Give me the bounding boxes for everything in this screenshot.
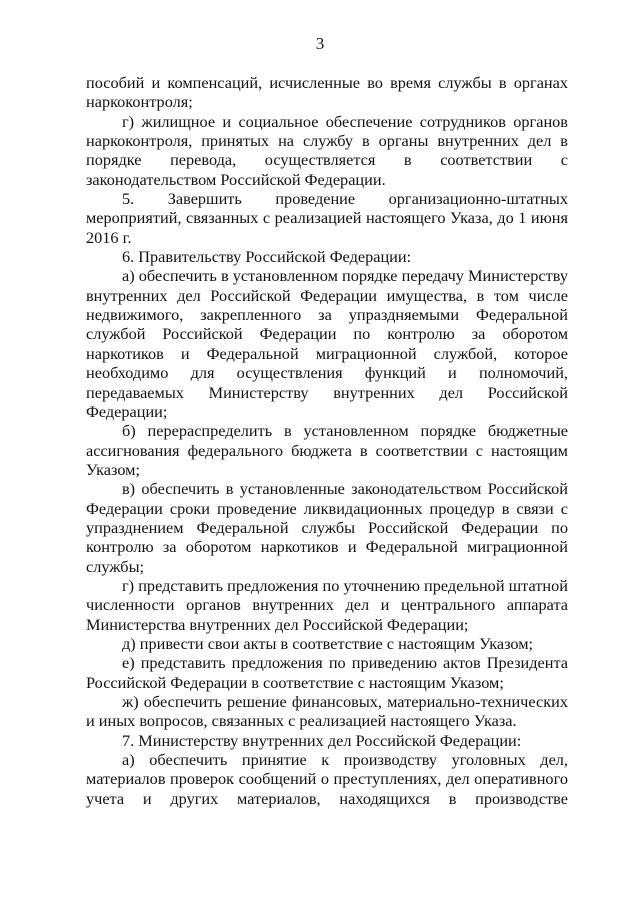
paragraph-item-7a: а) обеспечить принятие к производству уголовных дел, материалов проверок сообщений о преступлениях, дел оперативного учета и других материалов, находящихся в производстве: [86, 750, 568, 808]
paragraph-continuation: пособий и компенсаций, исчисленные во время службы в органах наркоконтроля;: [86, 73, 568, 112]
paragraph-item-6g: г) представить предложения по уточнению предельной штатной численности органов внутренних дел и центрального аппарата Министерства внутренних дел Российской Федерации;: [86, 575, 568, 634]
paragraph-item-6e: е) представить предложения по приведению актов Президента Российской Федерации в соответствие с настоящим Указом;: [86, 653, 568, 692]
page-number: 3: [315, 34, 325, 53]
paragraph-item-g-housing: г) жилищное и социальное обеспечение сотрудников органов наркоконтроля, принятых на службу в органы внутренних дел в порядке перевода, осуществляется в соответствии с законодательством Российской Федерации.: [86, 111, 568, 189]
paragraph-item-7-heading: 7. Министерству внутренних дел Российской Федерации:: [122, 730, 522, 750]
paragraph-item-6d: д) привести свои акты в соответствие с настоящим Указом;: [122, 633, 534, 653]
paragraph-item-6a: а) обеспечить в установленном порядке передачу Министерству внутренних дел Российской Федерации имущества, в том числе недвижимого, закрепленного за упраздняемыми Федеральной службой Российской Федерации по контролю за оборотом наркотиков и Федеральной миграционной службой, которое необходимо для осуществления функций и полномочий, передаваемых Министерству внутренних дел Российской Федерации;: [86, 266, 568, 421]
paragraph-item-6v: в) обеспечить в установленные законодательством Российской Федерации сроки проведение ликвидационных процедур в связи с упразднением Федеральной службы Российской Федерации по контролю за оборотом наркотиков и Федеральной миграционной службы;: [86, 479, 568, 576]
paragraph-item-6-heading: 6. Правительству Российской Федерации:: [122, 247, 412, 267]
paragraph-item-5: 5. Завершить проведение организационно-штатных мероприятий, связанных с реализацией настоящего Указа, до 1 июня 2016 г.: [86, 189, 568, 247]
paragraph-item-6b: б) перераспределить в установленном порядке бюджетные ассигнования федерального бюджета в соответствии с настоящим Указом;: [86, 421, 568, 479]
paragraph-item-6zh: ж) обеспечить решение финансовых, материально-технических и иных вопросов, связанных с реализацией настоящего Указа.: [86, 692, 568, 731]
document-body: [86, 73, 568, 808]
